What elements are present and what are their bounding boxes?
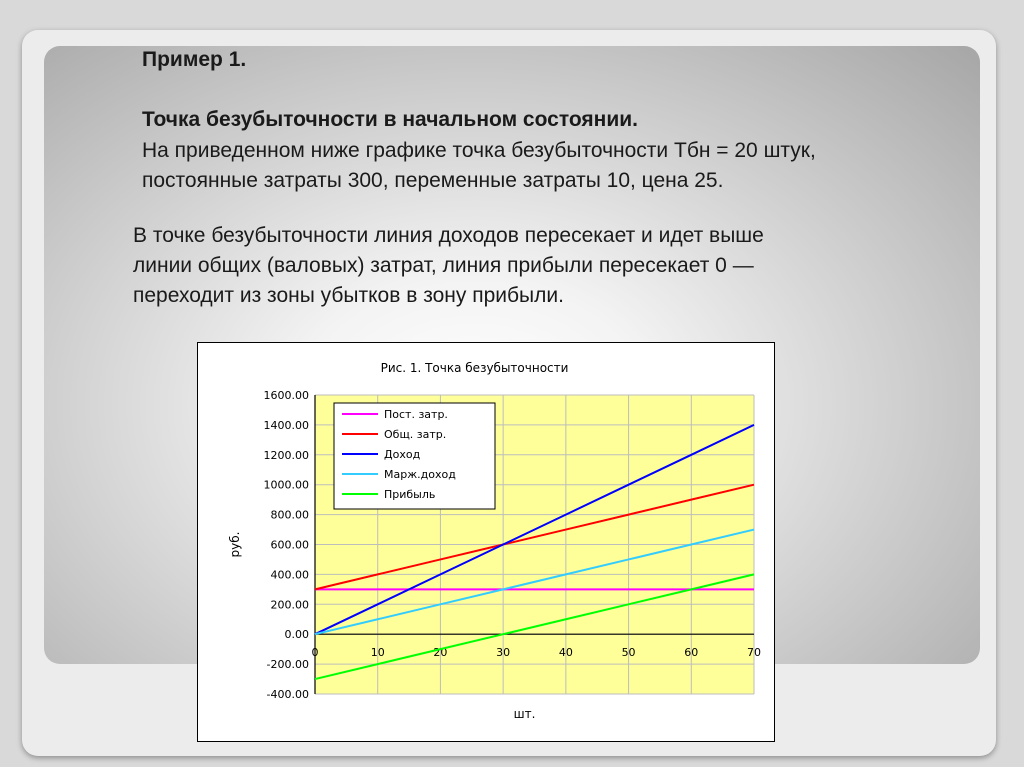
- x-tick-label: 30: [496, 646, 511, 660]
- y-tick-label: 800.00: [270, 508, 309, 522]
- explanation-paragraph: [133, 221, 764, 311]
- explanation-line-1: В точке безубыточности линия доходов пересекает и идет выше: [133, 224, 764, 247]
- y-tick-label: 600.00: [270, 538, 309, 552]
- x-tick-label: 0: [311, 646, 319, 660]
- breakeven-chart: [197, 342, 775, 742]
- chart-title: Рис. 1. Точка безубыточности: [380, 361, 569, 375]
- y-tick-label: 1400.00: [263, 418, 309, 432]
- legend-label: Прибыль: [384, 488, 436, 501]
- y-tick-label: 1000.00: [263, 478, 309, 492]
- explanation-line-2: линии общих (валовых) затрат, линия прибыли пересекает 0 —: [133, 254, 754, 277]
- description-line-2: постоянные затраты 300, переменные затраты 10, цена 25.: [142, 169, 724, 192]
- legend-label: Общ. затр.: [384, 428, 447, 441]
- x-tick-label: 20: [433, 646, 448, 660]
- x-tick-label: 50: [621, 646, 636, 660]
- x-tick-label: 40: [558, 646, 573, 660]
- y-tick-label: 400.00: [270, 568, 309, 582]
- slide-subtitle: Точка безубыточности в начальном состоянии.: [142, 108, 638, 131]
- legend-label: Пост. затр.: [384, 408, 448, 421]
- description-line-1: На приведенном ниже графике точка безубыточности Тбн = 20 штук,: [142, 139, 816, 162]
- x-tick-label: 70: [747, 646, 761, 660]
- chart-svg: [198, 343, 774, 741]
- legend-label: Марж.доход: [384, 468, 456, 481]
- y-tick-label: 1200.00: [263, 448, 309, 462]
- explanation-line-3: переходит из зоны убытков в зону прибыли.: [133, 284, 564, 307]
- y-axis-label: руб.: [228, 531, 242, 558]
- legend-label: Доход: [384, 448, 421, 461]
- y-tick-label: -400.00: [266, 688, 309, 701]
- y-tick-label: -200.00: [266, 658, 309, 672]
- x-tick-label: 10: [370, 646, 385, 660]
- y-tick-label: 1600.00: [263, 389, 309, 402]
- example-title: Пример 1.: [142, 48, 247, 71]
- x-axis-label: шт.: [513, 707, 536, 721]
- y-tick-label: 200.00: [270, 598, 309, 612]
- y-tick-label: 0.00: [284, 628, 309, 642]
- x-tick-label: 60: [684, 646, 699, 660]
